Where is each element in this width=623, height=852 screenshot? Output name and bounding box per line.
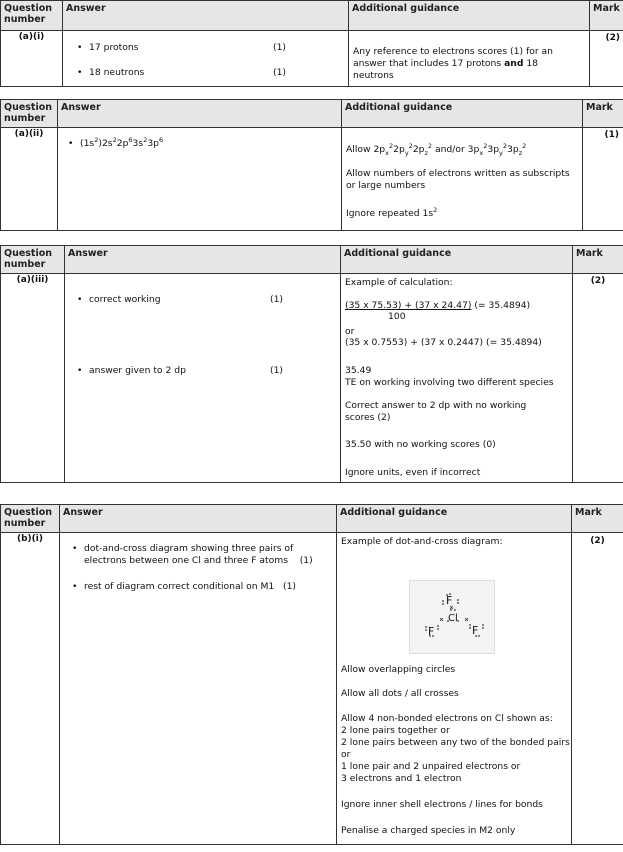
guidance-or: or: [341, 749, 351, 760]
mark-scheme-table-a-iii: [0, 245, 623, 483]
guidance-option: 2 lone pairs between any two of the bonded pairs: [341, 737, 570, 748]
answer-cell: [58, 128, 342, 231]
guidance-cell: [337, 533, 572, 845]
answer-cell: [63, 31, 349, 87]
header-question-number: Question number: [1, 100, 58, 128]
mark-scheme-table-a-ii: [0, 99, 623, 231]
header-question-number: Question number: [1, 1, 63, 31]
guidance-correct: Correct answer to 2 dp with no working scores (2): [345, 400, 527, 423]
question-number-cell: (a)(i): [1, 31, 63, 87]
guidance-option: 1 lone pair and 2 unpaired electrons or: [341, 761, 521, 772]
answer-bullet: • rest of diagram correct conditional on M1: [84, 581, 274, 593]
diagram-label: F: [472, 624, 479, 637]
answer-bullet: • dot-and-cross diagram showing three pairs of electrons between one Cl and three F atoms (1): [84, 543, 332, 567]
guidance-orbitals: Allow $2p_x^22p_y^22p_z^2$ and/or $3p_x^23p_y^23p_z^2$: [346, 141, 527, 157]
mark-cell: (1): [583, 128, 623, 231]
guidance-option: 3 electrons and 1 electron: [341, 773, 462, 784]
mark-scheme-table-b-i: [0, 504, 623, 845]
header-mark: Mark: [590, 1, 623, 31]
header-mark: Mark: [573, 246, 623, 274]
guidance-no-working: 35.50 with no working scores (0): [345, 439, 496, 450]
mark-cell: (2): [590, 31, 623, 87]
mark-scheme-table-a-i: [0, 0, 623, 87]
electron-configuration: • $(1s^2)2s^22p^63s^23p^6$: [80, 138, 163, 150]
guidance-allow4: Allow 4 non-bonded electrons on Cl shown as:: [341, 713, 553, 724]
question-number-cell: (b)(i): [1, 533, 60, 845]
answer-mark: (1): [270, 294, 284, 305]
answer-bullet: • answer given to 2 dp: [89, 365, 186, 377]
guidance-text: Allow numbers of electrons written as subscripts or large numbers: [346, 168, 570, 191]
mark-cell: (2): [573, 274, 623, 483]
header-mark: Mark: [583, 100, 623, 128]
answer-cell: [60, 533, 337, 845]
calculation-1: (35 x 75.53) + (37 x 24.47) (= 35.4894): [345, 300, 531, 311]
header-answer: Answer: [65, 246, 341, 274]
question-number-cell: (a)(iii): [1, 274, 65, 483]
calculation-denominator: 100: [388, 311, 406, 322]
header-question-number: Question number: [1, 246, 65, 274]
header-question-number: Question number: [1, 505, 60, 533]
header-mark: Mark: [572, 505, 623, 533]
header-additional-guidance: Additional guidance: [342, 100, 583, 128]
guidance-or: or: [345, 326, 355, 337]
answer-mark: (1): [283, 581, 297, 592]
guidance-dots: Allow all dots / all crosses: [341, 688, 459, 699]
guidance-example: Example of dot-and-cross diagram:: [341, 536, 503, 547]
guidance-overlap: Allow overlapping circles: [341, 664, 456, 675]
answer-mark: (1): [273, 42, 287, 53]
calculation-2: (35 x 0.7553) + (37 x 0.2447) (= 35.4894): [345, 337, 542, 348]
answer-bullet: • 17 protons: [89, 42, 138, 54]
header-answer: Answer: [63, 1, 349, 31]
header-additional-guidance: Additional guidance: [341, 246, 573, 274]
answer-bullet: • 18 neutrons: [89, 67, 144, 79]
header-answer: Answer: [60, 505, 337, 533]
answer-mark: (1): [270, 365, 284, 376]
diagram-label: Cl: [448, 613, 458, 624]
answer-mark: (1): [273, 67, 287, 78]
question-number-cell: (a)(ii): [1, 128, 58, 231]
answer-cell: [65, 274, 341, 483]
guidance-te: TE on working involving two different species: [345, 377, 554, 388]
guidance-value: 35.49: [345, 365, 372, 376]
guidance-option: 2 lone pairs together or: [341, 725, 450, 736]
header-additional-guidance: Additional guidance: [337, 505, 572, 533]
mark-cell: (2): [572, 533, 623, 845]
guidance-penalise: Penalise a charged species in M2 only: [341, 825, 516, 836]
guidance-cell: [349, 31, 590, 87]
guidance-cell: [342, 128, 583, 231]
guidance-example: Example of calculation:: [345, 277, 453, 288]
diagram-label: F: [428, 625, 435, 638]
header-answer: Answer: [58, 100, 342, 128]
header-additional-guidance: Additional guidance: [349, 1, 590, 31]
guidance-text: Any reference to electrons scores (1) for an answer that includes 17 protons and 18 neutrons: [353, 46, 553, 81]
guidance-ignore: Ignore repeated $1s^2$: [346, 205, 438, 219]
guidance-cell: [341, 274, 573, 483]
answer-bullet: • correct working: [89, 294, 161, 306]
diagram-label: F: [446, 594, 453, 607]
guidance-units: Ignore units, even if incorrect: [345, 467, 481, 478]
guidance-inner: Ignore inner shell electrons / lines for bonds: [341, 799, 543, 810]
dot-and-cross-diagram: [409, 580, 495, 654]
